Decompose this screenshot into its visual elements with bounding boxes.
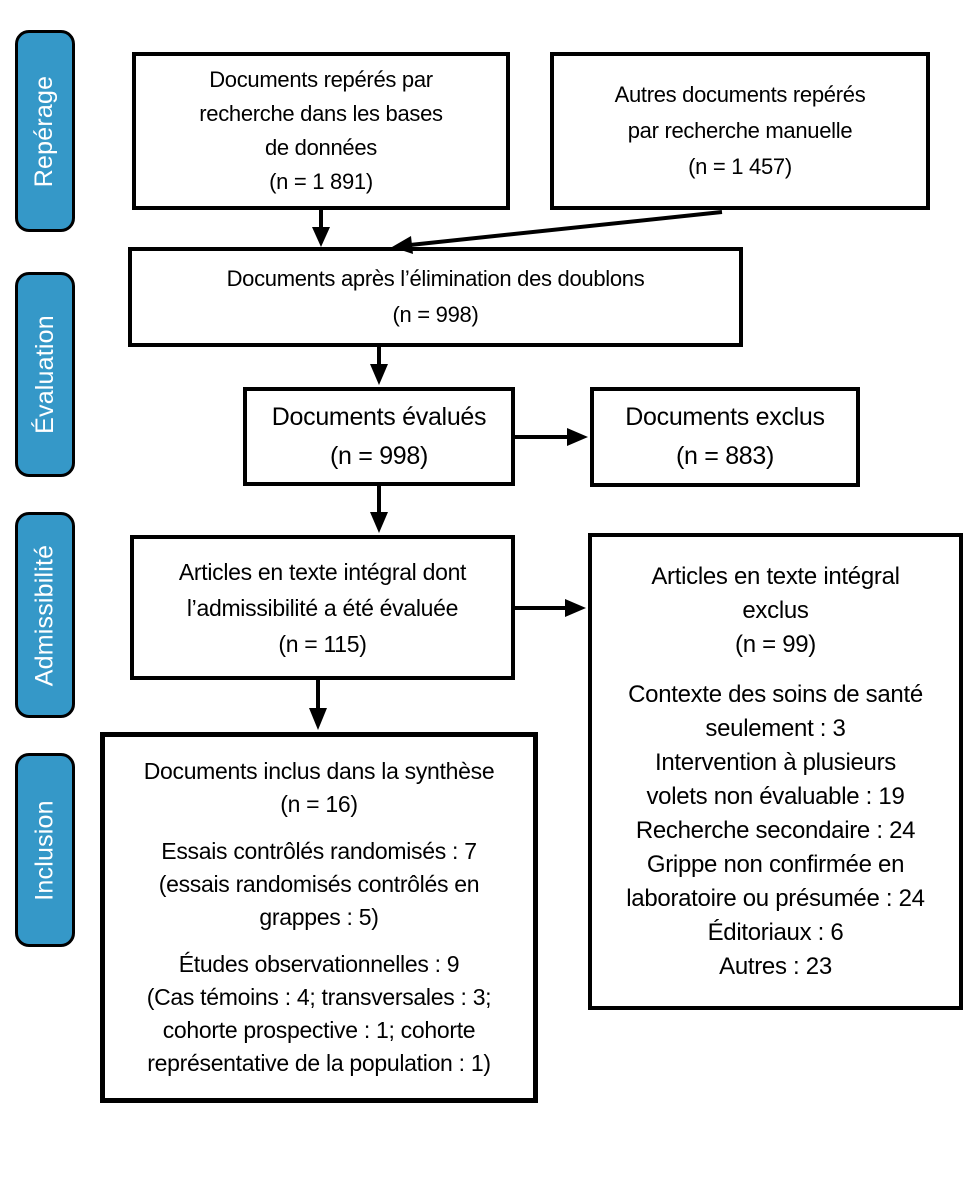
text-line: Documents repérés par: [209, 67, 433, 92]
text-line: volets non évaluable : 19: [646, 782, 905, 810]
box-after-deduplication: [128, 247, 743, 347]
box-identified-database: [132, 52, 510, 210]
text-line: exclus: [742, 596, 809, 624]
box-included-in-synthesis: [100, 732, 538, 1103]
stage-tab-admissibilite: [15, 512, 75, 718]
text-line: (n = 1 457): [688, 154, 792, 179]
stage-tab-label: Évaluation: [30, 315, 59, 434]
text-line: Recherche secondaire : 24: [635, 816, 916, 844]
text-line: Autres documents repérés: [614, 82, 866, 107]
box-fulltext-assessed: [130, 535, 515, 680]
arrow-fulltext-to-included: [309, 680, 327, 730]
box-identified-manual-search: [550, 52, 930, 210]
text-line: Articles en texte intégral: [651, 562, 900, 590]
text-line: Articles en texte intégral dont: [178, 558, 467, 585]
text-line: Intervention à plusieurs: [655, 748, 896, 776]
text-line: Documents évalués: [271, 402, 487, 431]
stage-tab-reperage: [15, 30, 75, 232]
text-line: grappes : 5): [259, 904, 379, 930]
text-line: (n = 99): [735, 630, 816, 658]
text-line: représentative de la population : 1): [147, 1050, 491, 1076]
text-line: (n = 115): [278, 630, 367, 657]
stage-tab-label: Inclusion: [30, 799, 59, 901]
arrow-screened-to-fulltext: [370, 486, 388, 533]
arrow-db-to-dedup: [312, 210, 330, 247]
arrow-fulltext-to-fulltext-excluded: [515, 599, 586, 617]
stage-tab-inclusion: [15, 753, 75, 947]
text-line: laboratoire ou présumée : 24: [626, 884, 925, 912]
arrow-dedup-to-screened: [370, 347, 388, 385]
text-line: cohorte prospective : 1; cohorte: [162, 1017, 476, 1043]
stage-tab-label: Admissibilité: [30, 544, 59, 686]
text-line: Contexte des soins de santé: [628, 680, 923, 708]
text-line: Documents inclus dans la synthèse: [143, 758, 495, 784]
text-line: Documents après l’élimination des doublons: [226, 266, 645, 291]
text-line: Essais contrôlés randomisés : 7: [161, 838, 477, 864]
box-fulltext-excluded: [588, 533, 963, 1010]
text-line: (n = 998): [329, 441, 429, 470]
text-line: Éditoriaux : 6: [707, 918, 844, 946]
text-line: (n = 1 891): [269, 169, 373, 194]
text-line: seulement : 3: [705, 714, 846, 742]
text-line: Documents exclus: [625, 403, 825, 431]
text-line: (n = 998): [392, 302, 479, 327]
text-line: (Cas témoins : 4; transversales : 3;: [146, 984, 492, 1010]
text-line: l’admissibilité a été évaluée: [186, 594, 459, 621]
stage-tab-evaluation: [15, 272, 75, 477]
box-documents-excluded: [590, 387, 860, 487]
text-line: (essais randomisés contrôlés en: [158, 871, 480, 897]
text-line: de données: [265, 135, 377, 160]
text-line: recherche dans les bases: [199, 101, 443, 126]
text-line: par recherche manuelle: [627, 118, 853, 143]
arrow-screened-to-excluded: [515, 428, 588, 446]
text-line: (n = 883): [675, 442, 775, 470]
text-line: Autres : 23: [719, 952, 832, 980]
text-line: Grippe non confirmée en: [646, 850, 905, 878]
stage-tab-label: Repérage: [30, 75, 59, 187]
box-documents-screened: [243, 387, 515, 486]
text-line: (n = 16): [280, 791, 358, 817]
text-line: Études observationnelles : 9: [178, 951, 460, 977]
